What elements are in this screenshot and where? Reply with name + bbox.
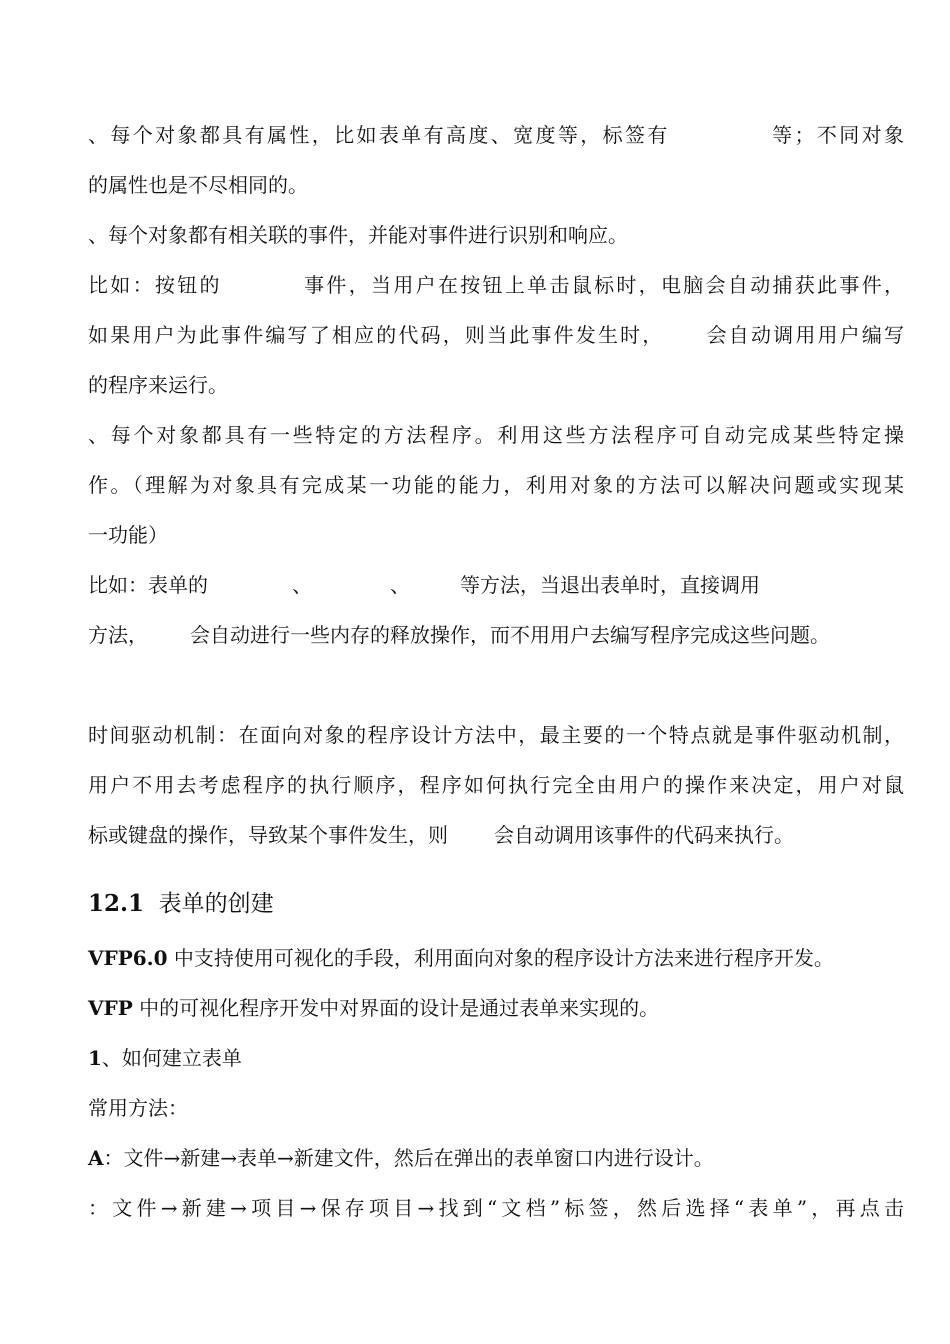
- para-methods-line-4: 比如：表单的 、 、 等方法，当退出表单时，直接调用: [88, 573, 760, 597]
- para-methods-line-2: 作。（理解为对象具有完成某一功能的能力，利用对象的方法可以解决问题或实现某: [88, 473, 904, 497]
- section-number: 12.1: [88, 890, 145, 917]
- list-item-a: A：文件→新建→表单→新建文件，然后在弹出的表单窗口内进行设计。: [88, 1146, 714, 1170]
- para-event-driven-line-1: 时间驱动机制：在面向对象的程序设计方法中，最主要的一个特点就是事件驱动机制，: [88, 723, 904, 747]
- list-item-b: ：文件→新建→项目→保存项目→找到“文档”标签，然后选择“表单”，再点击: [88, 1196, 904, 1220]
- para-vfp-line-2: VFP 中的可视化程序开发中对界面的设计是通过表单来实现的。: [88, 996, 660, 1020]
- list-methods-label: 常用方法：: [88, 1096, 188, 1120]
- para-event-driven-line-3: 标或键盘的操作，导致某个事件发生，则 会自动调用该事件的代码来执行。: [88, 823, 794, 847]
- para-event-driven-line-2: 用户不用去考虑程序的执行顺序，程序如何执行完全由用户的操作来决定，用户对鼠: [88, 773, 904, 797]
- para-events-line-4: 的程序来运行。: [88, 373, 228, 397]
- para-vfp-line-1: VFP6.0 中支持使用可视化的手段，利用面向对象的程序设计方法来进行程序开发。: [88, 946, 834, 970]
- list-heading: 1、如何建立表单: [88, 1046, 242, 1070]
- para-methods-line-3: 一功能）: [88, 523, 168, 547]
- para-properties-line-1: 、每个对象都具有属性，比如表单有高度、宽度等，标签有 等；不同对象: [88, 123, 904, 147]
- section-title: 表单的创建: [158, 891, 274, 917]
- para-methods-line-1: 、每个对象都具有一些特定的方法程序。利用这些方法程序可自动完成某些特定操: [88, 423, 904, 447]
- para-events-line-2: 比如：按钮的 事件，当用户在按钮上单击鼠标时，电脑会自动捕获此事件，: [88, 273, 905, 297]
- section-heading: [88, 889, 274, 919]
- para-events-line-3: 如果用户为此事件编写了相应的代码，则当此事件发生时， 会自动调用用户编写: [88, 323, 905, 347]
- para-events-line-1: 、每个对象都有相关联的事件，并能对事件进行识别和响应。: [88, 223, 628, 247]
- para-properties-line-2: 的属性也是不尽相同的。: [88, 173, 308, 197]
- para-methods-line-5: 方法， 会自动进行一些内存的释放操作，而不用用户去编写程序完成这些问题。: [88, 623, 830, 647]
